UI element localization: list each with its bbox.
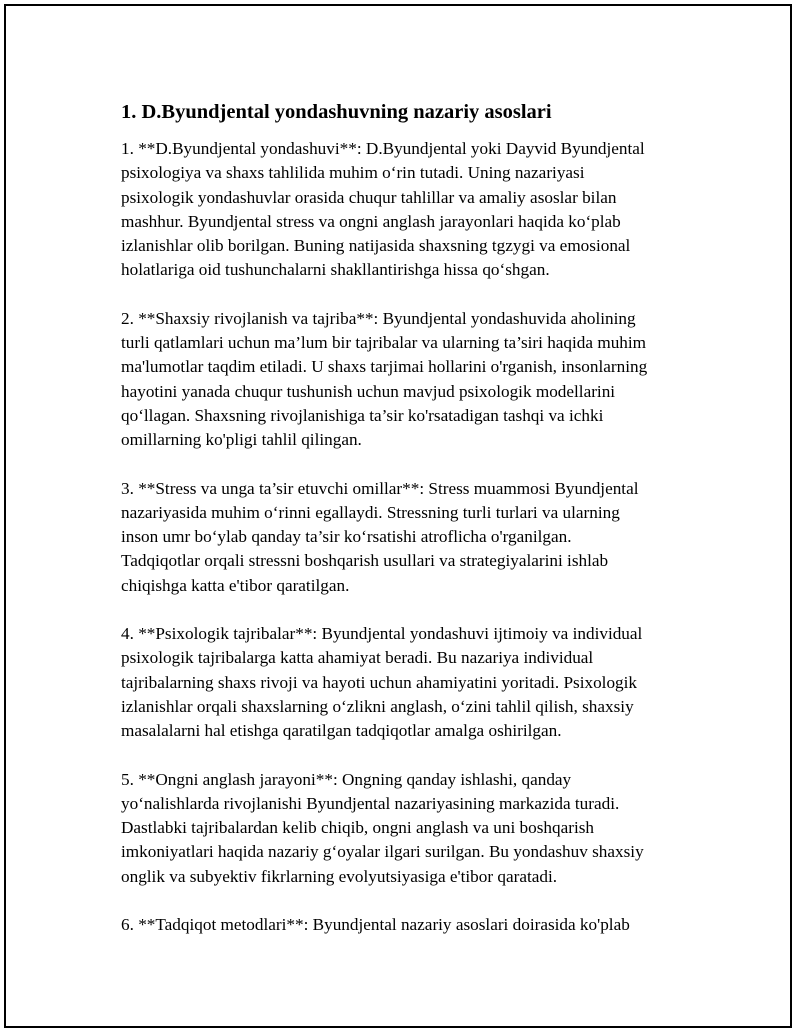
document-content: [121, 98, 701, 961]
text-line: 4. **Psixologik tajribalar**: Byundjental yondashuvi ijtimoiy va individual: [121, 624, 643, 644]
text-line: holatlariga oid tushunchalarni shakllantirishga hissa qo‘shgan.: [121, 260, 550, 280]
text-line: tajribalarning shaxs rivoji va hayoti uchun ahamiyatini yoritadi. Psixologik: [121, 672, 638, 692]
text-line: izlanishlar olib borilgan. Buning natijasida shaxsning tgzygi va emosional: [121, 236, 631, 256]
text-line: masalalarni hal etishga qaratilgan tadqiqotlar amalga oshirilgan.: [121, 721, 562, 741]
paragraph-1: [121, 137, 701, 283]
text-line: imkoniyatlari haqida nazariy g‘oyalar ilgari surilgan. Bu yondashuv shaxsiy: [121, 842, 644, 862]
text-line: Tadqiqotlar orqali stressni boshqarish usullari va strategiyalarini ishlab: [121, 551, 609, 571]
text-line: onglik va subyektiv fikrlarning evolyutsiyasiga e'tibor qaratadi.: [121, 866, 558, 886]
text-line: 6. **Tadqiqot metodlari**: Byundjental nazariy asoslari doirasida ko'plab: [121, 915, 630, 935]
text-line: ma'lumotlar taqdim etiladi. U shaxs tarjimai hollarini o'rganish, insonlarning: [121, 357, 648, 377]
page-frame: [4, 4, 792, 1028]
text-line: psixologik tajribalarga katta ahamiyat beradi. Bu nazariya individual: [121, 648, 594, 668]
paragraph-4: [121, 622, 701, 743]
paragraph-3: [121, 477, 701, 598]
text-line: qo‘llagan. Shaxsning rivojlanishiga ta’sir ko'rsatadigan tashqi va ichki: [121, 405, 604, 425]
paragraph-5: [121, 768, 701, 889]
text-line: izlanishlar orqali shaxslarning o‘zlikni anglash, o‘zini tahlil qilish, shaxsiy: [121, 696, 634, 716]
text-line: turli qatlamlari uchun ma’lum bir tajribalar va ularning ta’siri haqida muhim: [121, 333, 647, 353]
text-line: nazariyasida muhim o‘rinni egallaydi. Stressning turli turlari va ularning: [121, 502, 620, 522]
text-line: 3. **Stress va unga ta’sir etuvchi omillar**: Stress muammosi Byundjental: [121, 478, 639, 498]
text-line: psixologik yondashuvlar orasida chuqur tahlillar va amaliy asoslar bilan: [121, 187, 617, 207]
text-line: yo‘nalishlarda rivojlanishi Byundjental nazariyasining markazida turadi.: [121, 793, 620, 813]
text-line: 5. **Ongni anglash jarayoni**: Ongning qanday ishlashi, qanday: [121, 769, 572, 789]
text-line: mashhur. Byundjental stress va ongni anglash jarayonlari haqida ko‘plab: [121, 211, 621, 231]
text-line: 1. **D.Byundjental yondashuvi**: D.Byundjental yoki Dayvid Byundjental: [121, 139, 645, 158]
text-line: Dastlabki tajribalardan kelib chiqib, ongni anglash va uni boshqarish: [121, 818, 595, 838]
paragraph-6: [121, 913, 701, 937]
text-line: hayotini yanada chuqur tushunish uchun mavjud psixologik modellarini: [121, 381, 616, 401]
text-line: inson umr bo‘ylab qanday ta’sir ko‘rsatishi atroflicha o'rganilgan.: [121, 527, 572, 547]
text-line: chiqishga katta e'tibor qaratilgan.: [121, 575, 350, 595]
paragraph-2: [121, 307, 701, 453]
document-heading: 1. D.Byundjental yondashuvning nazariy asoslari: [121, 101, 552, 123]
text-line: psixologiya va shaxs tahlilida muhim o‘rin tutadi. Uning nazariyasi: [121, 163, 585, 183]
text-line: omillarning ko'pligi tahlil qilingan.: [121, 430, 362, 450]
text-line: 2. **Shaxsiy rivojlanish va tajriba**: Byundjental yondashuvida aholining: [121, 308, 636, 328]
